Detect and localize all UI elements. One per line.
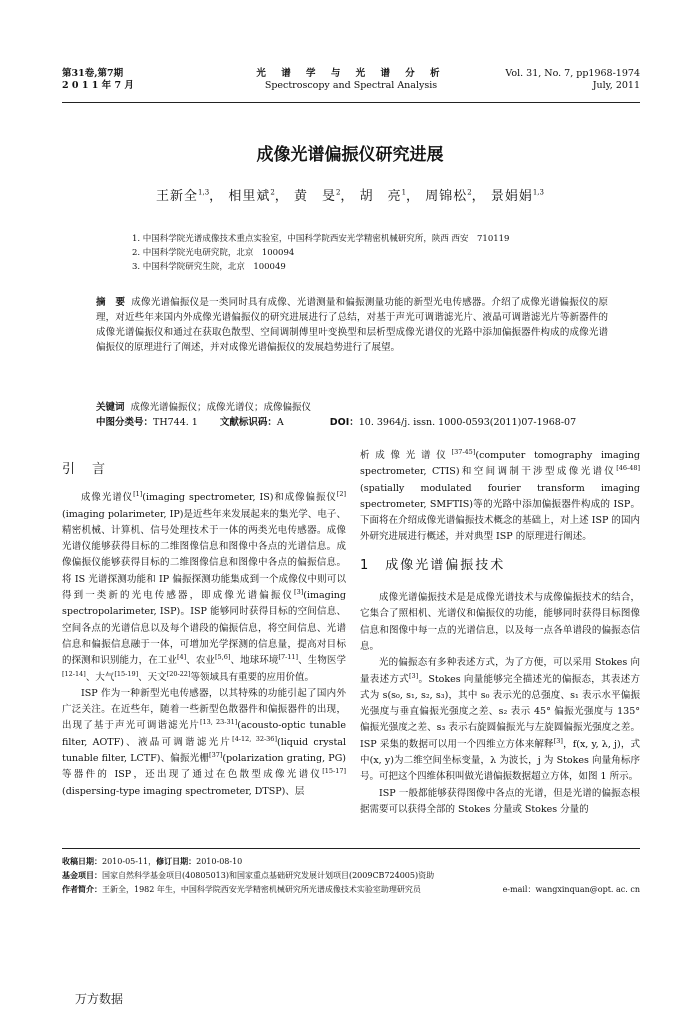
text-run: (imaging spectropolarimeter, ISP)。ISP 能够同时获得目标的空间信息、空间各点的光谱信息以及每个谱段的偏振信息，将空间信息、光谱信息和偏振信息融于一体，可增加光学探测的信息量，提高对目标的探测和识别能力，在工业 (62, 590, 346, 667)
citation-ref: [13, 23-31] (199, 718, 238, 727)
paragraph (62, 686, 346, 800)
affiliations (132, 232, 509, 274)
keywords-text: 成像光谱偏振仪；成像光谱仪；成像偏振仪 (130, 402, 312, 413)
citation-ref: [7-11] (278, 653, 299, 662)
header-right (505, 68, 640, 92)
author: 胡 亮$^1$ (359, 188, 407, 204)
section-title-intro: 引 言 (62, 462, 108, 477)
doc-code-value: A (276, 417, 284, 428)
citation-ref: [2] (336, 490, 346, 499)
classification-row (96, 415, 616, 430)
text-run: 、地球环境 (230, 655, 279, 667)
right-column (360, 448, 640, 818)
volume-cn: 第31卷,第7期 (62, 68, 124, 79)
text-run: 成像光谱偏振技术是是成像光谱技术与成像偏振技术的结合，它集合了照相机、光谱仪和偏振仪的功能，能够同时获得目标图像信息和图像中每一点的光谱信息，以及每一点各单谱段的偏振态信息。 (360, 592, 640, 652)
text-run: (liquid crystal tunable filter, LCTF)、偏振光栅 (62, 736, 347, 765)
keywords-label: 关键词 (96, 402, 125, 413)
journal-header (62, 68, 640, 103)
left-column (62, 456, 346, 800)
text-run: 光的偏振态有多种表述方式，为了方便，可以采用 Stokes 向量表述方式 (360, 657, 640, 685)
doi-label: DOI： (329, 417, 359, 428)
citation-ref: [15-17] (322, 767, 346, 776)
citation-ref: [3] (409, 671, 419, 680)
keywords-row (96, 400, 616, 415)
text-run: ，f(x, y, λ, j)，式中(x, y)为二维空间坐标变量，λ 为波长，j 为 Stokes 向量角标序号。可把这个四维体积叫做光谱偏振数据超立方体，如图 1 所示。 (360, 738, 640, 783)
paragraph (62, 490, 346, 686)
citation-ref: [12-14] (62, 669, 86, 678)
clc-label: 中图分类号： (96, 417, 154, 428)
text-run: 、天文 (138, 671, 167, 683)
revised-label: 修订日期： (156, 857, 197, 866)
paragraph (360, 786, 640, 819)
text-run: (polarization grating, PG)等器件的 ISP，还出现了通过在色散型成像光谱仪 (62, 753, 346, 781)
affiliation: 2. 中国科学院光电研究院，北京 100094 (132, 248, 295, 258)
received-date: 2010-05-11， (102, 857, 157, 866)
date-en: July, 2011 (592, 80, 640, 91)
fund-row (62, 869, 640, 883)
citation-ref: [5,6] (215, 653, 231, 662)
clc-value: TH744. 1 (153, 417, 198, 428)
text-run: (acousto-optic tunable filter, AOTF)、液晶可调谐滤光片 (62, 720, 346, 748)
text-run: 、农业 (186, 655, 215, 667)
affiliation: 3. 中国科学院研究生院，北京 100049 (132, 262, 286, 272)
text-run: 。Stokes 向量能够完全描述光的偏振态，其表述方式为 s(s₀, s₁, s₂, s₃)，其中 s₀ 表示光的总强度、s₁ 表示水平偏振光强度与垂直偏振光强度之差、s₂ 表示 45° 偏振光强度与 135° 偏振光强度之差、s₃ 表示右旋圆偏振光与左旋圆偏振光强度之差。ISP 采集的数据可以用一个四维立方体来解释 (360, 673, 640, 750)
citation-ref: [20-22] (166, 669, 191, 678)
text-run: (imaging spectrometer, IS)和成像偏振仪 (142, 492, 337, 504)
citation-ref: [4] (176, 653, 187, 662)
affiliation: 1. 中国科学院光谱成像技术重点实验室，中国科学院西安光学精密机械研究所，陕西 西安 710119 (132, 234, 510, 244)
author: 周锦松$^2$ (425, 188, 472, 204)
journal-name-cn: 光 谱 学 与 光 谱 分 析 (256, 68, 446, 79)
author-email: e-mail：wangxinquan@opt. ac. cn (502, 885, 640, 894)
author: 王新全$^{1,3}$ (156, 188, 210, 204)
text-run: 成像光谱仪 (81, 492, 134, 504)
doc-code-label: 文献标识码： (219, 417, 277, 428)
abstract (96, 295, 608, 355)
citation-ref: [37] (209, 750, 223, 759)
citation-ref: [4-12, 32-36] (232, 734, 277, 743)
abstract-text: 成像光谱偏振仪是一类同时具有成像、光谱测量和偏振测量功能的新型光电传感器。介绍了成像光谱偏振仪的原理，对近些年来国内外成像光谱偏振仪的研究进展进行了总结，对基于声光可调谐滤光片、液晶可调谐滤光片等新器件的成像光谱偏振仪和通过在获取色散型、空间调制傅里叶变换型和层析型成像光谱仪的光路中添加偏振器件构成的成像光谱偏振仪的原理进行了阐述，并对成像光谱偏振仪的发展趋势进行了展望。 (96, 297, 608, 353)
citation-ref: [37-45] (451, 447, 476, 456)
paper-title: 成像光谱偏振仪研究进展 (256, 145, 444, 165)
footnote-block (62, 848, 640, 897)
doi-value: 10. 3964/j. issn. 1000-0593(2011)07-1968-07 (358, 417, 577, 428)
text-run: 析成像光谱仪 (360, 450, 452, 461)
paragraph (360, 590, 640, 655)
date-cn: 2 0 1 1 年 7 月 (62, 80, 134, 91)
dates-row (62, 855, 640, 869)
journal-name-en: Spectroscopy and Spectral Analysis (264, 80, 438, 91)
citation-ref: [46-48] (616, 464, 640, 473)
author: 相里斌$^2$ (228, 188, 275, 204)
text-run: ISP 作为一种新型光电传感器，以其特殊的功能引起了国内外广泛关注。在近些年，随着一些新型色散器件和偏振器件的出现，出现了基于声光可调谐滤光片 (62, 687, 346, 732)
text-run: (dispersing-type imaging spectrometer, DTSP)、层 (62, 785, 305, 797)
text-run: 、生物医学 (298, 655, 346, 667)
paragraph (360, 655, 640, 785)
fund-text: 国家自然科学基金项目(40805013)和国家重点基础研究发展计划项目(2009CB724005)资助 (102, 871, 435, 880)
text-run: (computer tomography imaging spectrometer, CTIS)和空间调制干涉型成像光谱仪 (360, 450, 640, 478)
author-bio-label: 作者简介： (62, 885, 102, 894)
text-run: 等领域具有重要的应用价值。 (190, 671, 314, 683)
section-title-1: 1 成像光谱偏振技术 (360, 557, 506, 573)
abstract-label: 摘 要 (96, 297, 126, 308)
author-bio-row (62, 883, 640, 897)
watermark: 万方数据 (75, 992, 124, 1006)
received-label: 收稿日期： (62, 857, 102, 866)
text-run: (spatially modulated fourier transform imaging spectrometer, SMFTIS)等的光路中添加偏振器件构成的 ISP。下面将在介绍成像光谱偏振技术概念的基础上，对上述 ISP 的国内外研究进展进行概述，并对典型 ISP 的原理进行阐述。 (360, 482, 640, 543)
text-run: (imaging polarimeter, IP)是近些年来发展起来的集光学、电子、精密机械、计算机、信号处理技术于一体的两类光电传感器。成像光谱仪能够获得目标的二维图像信息和图像中各点的光谱信息。成像偏振仪能够获得目标的二维图像信息和图像中各点的偏振信息。将 IS 光谱探测功能和 IP 偏振探测功能集成到一个成像仪中则可以得到一类新的光电传感器，即成像光谱偏振仪 (62, 508, 346, 602)
citation-ref: [3] (553, 736, 563, 745)
citation-ref: [1] (133, 490, 143, 499)
citation-ref: [15-19] (114, 669, 139, 678)
paragraph (360, 448, 640, 546)
author: 景娟娟$^{1,3}$ (490, 188, 544, 204)
text-run: 、大气 (85, 671, 115, 683)
volume-en: Vol. 31, No. 7, pp1968-1974 (505, 68, 640, 79)
fund-label: 基金项目： (62, 871, 102, 880)
text-run: ISP 一般都能够获得图像中各点的光谱，但是光谱的偏振态根据需要可以获得全部的 Stokes 分量或 Stokes 分量的 (360, 787, 640, 815)
author-list: 王新全$^{1,3}$， 相里斌$^2$， 黄 旻$^2$， 胡 亮$^1$， 周锦松$^2$， 景娟娟$^{1,3}$ (156, 188, 544, 204)
author-bio-text: 王新全，1982 年生，中国科学院西安光学精密机械研究所光谱成像技术实验室助理研究员 (102, 885, 421, 894)
citation-ref: [3] (294, 587, 304, 596)
revised-date: 2010-08-10 (196, 857, 243, 866)
author: 黄 旻$^2$ (293, 188, 341, 204)
keywords-block (96, 400, 616, 430)
